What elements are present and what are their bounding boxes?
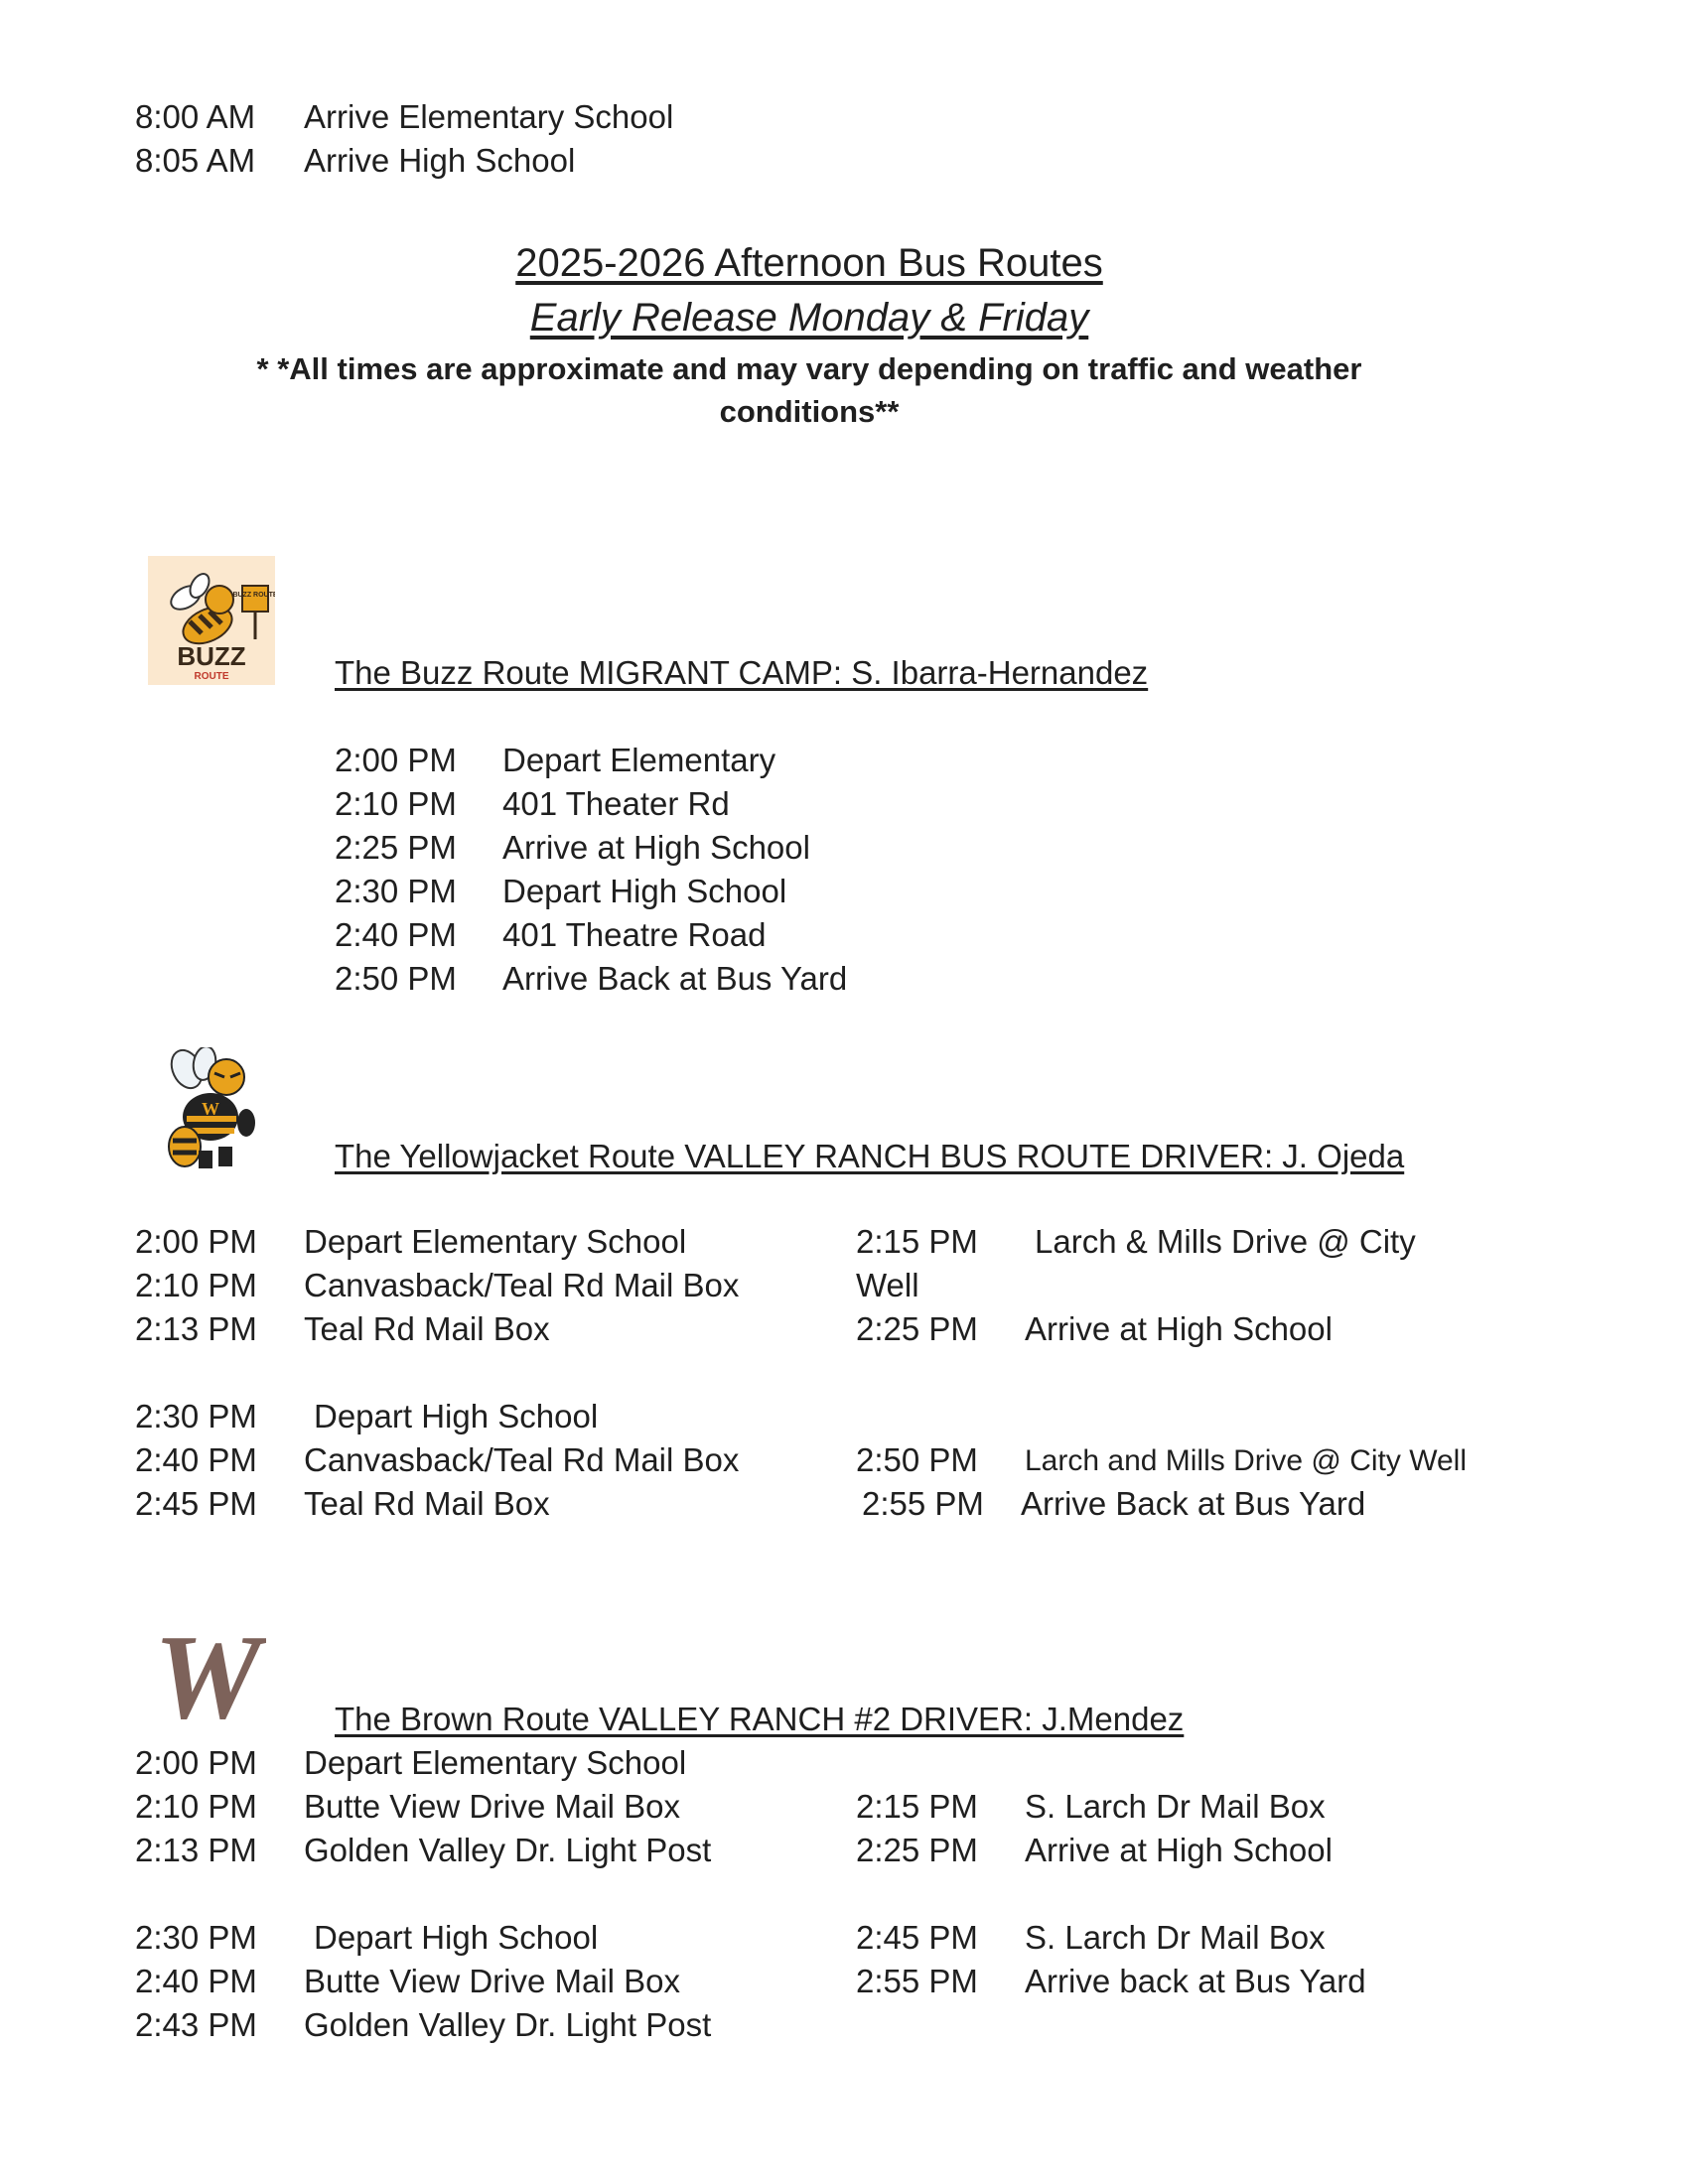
buzz-logo-subtext: ROUTE [194,671,229,682]
yj-left2-stop-3: Teal Rd Mail Box [304,1485,550,1522]
page-subtitle: Early Release Monday & Friday [529,296,1089,340]
buzz-route-heading: The Buzz Route MIGRANT CAMP: S. Ibarra-Hernandez [335,654,1149,691]
yj-left2-stop-1: Depart High School [314,1398,599,1434]
brown-right2-stop-1: S. Larch Dr Mail Box [1025,1919,1326,1956]
yj-left1-time-2: 2:10 PM [135,1267,257,1303]
yj-left1-stop-3: Teal Rd Mail Box [304,1310,550,1347]
yellowjacket-logo-letter: W [202,1099,219,1119]
brown-right1-stop-1: S. Larch Dr Mail Box [1025,1788,1326,1825]
yj-left2-stop-2: Canvasback/Teal Rd Mail Box [304,1441,740,1478]
yj-right2-time-1: 2:50 PM [856,1441,978,1478]
brown-left2-time-1: 2:30 PM [135,1919,257,1956]
yj-right2-stop-1: Larch and Mills Drive @ City Well [1025,1444,1468,1477]
buzz-stop-2: 401 Theater Rd [502,785,730,822]
brown-route-heading: The Brown Route VALLEY RANCH #2 DRIVER: J.Mendez [335,1701,1185,1737]
brown-right1-time-2: 2:25 PM [856,1832,978,1868]
brown-left1-time-3: 2:13 PM [135,1832,257,1868]
buzz-time-1: 2:00 PM [335,742,457,778]
yj-right1-time-2: 2:25 PM [856,1310,978,1347]
yj-right2-stop-2: Arrive Back at Bus Yard [1021,1485,1366,1522]
buzz-route-logo [148,556,275,685]
buzz-time-6: 2:50 PM [335,960,457,997]
buzz-time-4: 2:30 PM [335,873,457,909]
brown-left2-stop-1: Depart High School [314,1919,599,1956]
brown-route-logo [149,1620,266,1727]
top-time-1: 8:00 AM [135,98,256,135]
brown-left2-stop-3: Golden Valley Dr. Light Post [304,2006,712,2043]
buzz-stop-6: Arrive Back at Bus Yard [502,960,848,997]
buzz-stop-1: Depart Elementary [502,742,776,778]
buzz-stop-3: Arrive at High School [502,829,810,866]
brown-left1-stop-1: Depart Elementary School [304,1744,687,1781]
brown-right2-time-1: 2:45 PM [856,1919,978,1956]
brown-right2-time-2: 2:55 PM [856,1963,978,1999]
top-stop-1: Arrive Elementary School [304,98,674,135]
yj-left2-time-1: 2:30 PM [135,1398,257,1434]
brown-right1-stop-2: Arrive at High School [1025,1832,1333,1868]
brown-logo-letter: W [153,1620,262,1727]
brown-left2-time-3: 2:43 PM [135,2006,257,2043]
brown-right1-time-1: 2:15 PM [856,1788,978,1825]
yj-left1-stop-2: Canvasback/Teal Rd Mail Box [304,1267,740,1303]
brown-left1-time-1: 2:00 PM [135,1744,257,1781]
brown-left2-time-2: 2:40 PM [135,1963,257,1999]
buzz-time-3: 2:25 PM [335,829,457,866]
yellowjacket-route-heading: The Yellowjacket Route VALLEY RANCH BUS ROUTE DRIVER: J. Ojeda [335,1138,1405,1174]
top-stop-2: Arrive High School [304,142,576,179]
yj-right2-time-2: 2:55 PM [862,1485,984,1522]
buzz-time-5: 2:40 PM [335,916,457,953]
brown-left1-stop-2: Butte View Drive Mail Box [304,1788,681,1825]
buzz-logo-text: BUZZ [177,641,246,671]
top-time-2: 8:05 AM [135,142,256,179]
yj-left1-stop-1: Depart Elementary School [304,1223,687,1260]
yj-right1-time-1: 2:15 PM [856,1223,978,1260]
brown-left1-stop-3: Golden Valley Dr. Light Post [304,1832,712,1868]
disclaimer-note: * *All times are approximate and may vary depending on traffic and weather conditions** [256,351,1362,429]
yj-right1-stop-2: Arrive at High School [1025,1310,1333,1347]
brown-right2-stop-2: Arrive back at Bus Yard [1025,1963,1366,1999]
yj-right1-stop-1-wrap: Well [856,1267,919,1303]
brown-left2-stop-2: Butte View Drive Mail Box [304,1963,681,1999]
yj-left1-time-1: 2:00 PM [135,1223,257,1260]
buzz-stop-5: 401 Theatre Road [502,916,767,953]
yj-left2-time-3: 2:45 PM [135,1485,257,1522]
yj-right1-stop-1: Larch & Mills Drive @ City [1035,1223,1416,1260]
buzz-stop-4: Depart High School [502,873,787,909]
yellowjacket-route-logo [159,1047,263,1171]
page-title: 2025-2026 Afternoon Bus Routes [515,241,1103,285]
yj-left1-time-3: 2:13 PM [135,1310,257,1347]
buzz-time-2: 2:10 PM [335,785,457,822]
yj-left2-time-2: 2:40 PM [135,1441,257,1478]
buzz-logo-sign-text: BUZZ ROUTE [232,592,275,599]
brown-left1-time-2: 2:10 PM [135,1788,257,1825]
